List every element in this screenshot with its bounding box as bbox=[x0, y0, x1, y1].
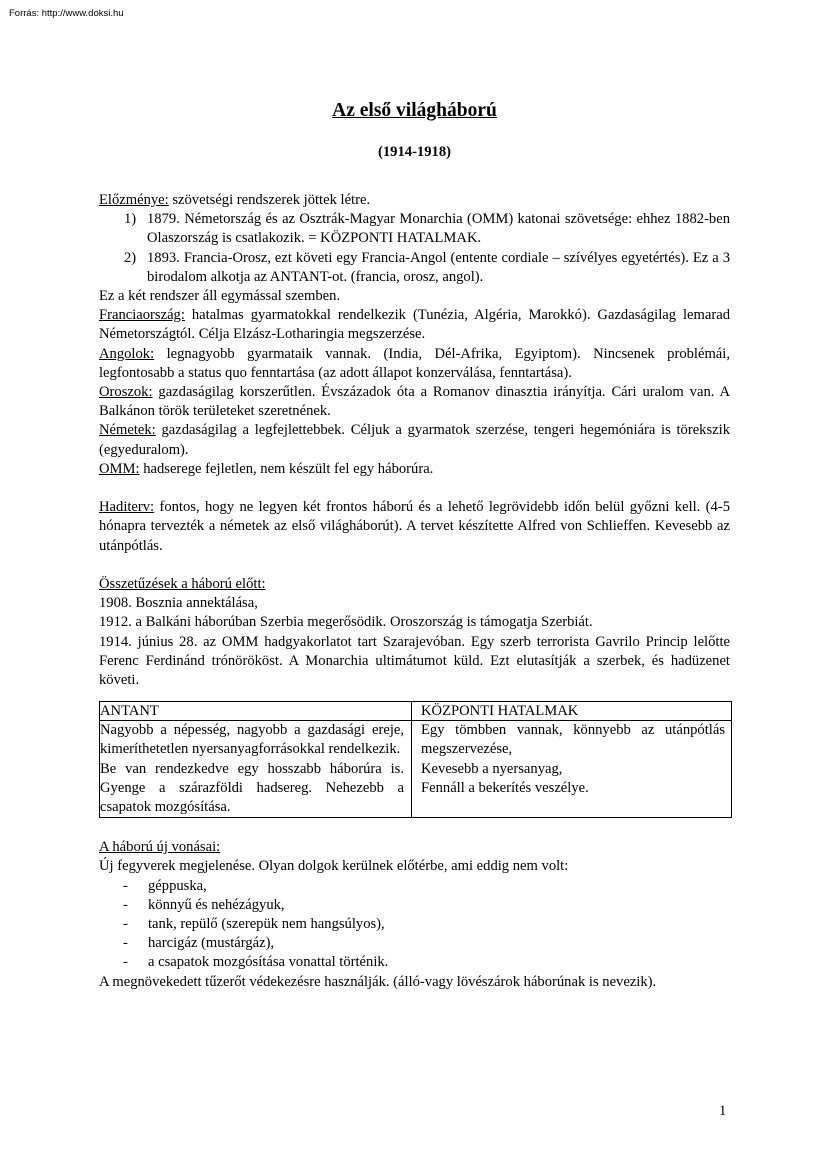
list-number: 1) bbox=[124, 211, 137, 228]
haditerv-label: Haditerv: bbox=[99, 499, 155, 516]
event-line: 1914. június 28. az OMM hadgyakorlatot tart Szarajevóban. Egy szerb terrorista Gavrilo Princip lelőtte Ferenc Ferdinánd trónörököst. A Monarchia ultimátumot küld. Ezt elutasítják a szerbek, és hadüzenet követi. bbox=[99, 633, 730, 689]
list-item: - harcigáz (mustárgáz), bbox=[123, 935, 275, 952]
list-item bbox=[99, 210, 730, 248]
list-item: - könnyű és nehézágyuk, bbox=[123, 896, 285, 913]
haditerv-paragraph bbox=[99, 498, 730, 556]
list-item-text: harcigáz (mustárgáz), bbox=[148, 935, 275, 952]
ujvonasai-heading bbox=[99, 838, 730, 857]
osszetuzesek-label: Összetűzések a háború előtt: bbox=[99, 576, 266, 593]
cell-line: Fennáll a bekerítés veszélye. bbox=[421, 779, 589, 796]
country-paragraph-omm bbox=[99, 460, 730, 479]
comparison-table bbox=[99, 701, 732, 818]
elozmenye-label: Előzménye: bbox=[99, 192, 169, 208]
elozmenye-text: szövetségi rendszerek jöttek létre. bbox=[168, 192, 371, 208]
osszetuzesek-heading bbox=[99, 575, 730, 594]
elozmenye-paragraph bbox=[99, 191, 730, 210]
country-label: Oroszok: bbox=[99, 384, 153, 401]
event-line: 1908. Bosznia annektálása, bbox=[99, 595, 258, 612]
country-label: Németek: bbox=[99, 422, 156, 439]
document-page bbox=[99, 98, 730, 992]
ujvonasai-closing: A megnövekedett tűzerőt védekezésre használják. (álló-vagy lövészárok háborúnak is nevezik). bbox=[99, 973, 657, 990]
country-text: gazdaságilag a legfejlettebbek. Céljuk a gyarmatok szerzése, tengeri hegemóniára is törekszik (egyeduralom). bbox=[99, 422, 730, 458]
cell-line: Be van rendezkedve egy hosszabb háborúra is. Gyenge a szárazföldi hadsereg. Nehezebb a csapatok mozgósítása. bbox=[100, 760, 404, 816]
list-number: 2) bbox=[124, 249, 137, 266]
country-text: gazdaságilag korszerűtlen. Évszázadok óta a Romanov dinasztia irányítja. Cári uralom van. A Balkánon török területeket szeretnének. bbox=[99, 384, 730, 420]
alliance-list bbox=[99, 210, 730, 287]
event-line: 1912. a Balkáni háborúban Szerbia megerősödik. Oroszország is támogatja Szerbiát. bbox=[99, 614, 593, 631]
page-subtitle: (1914-1918) bbox=[378, 144, 451, 160]
ujvonasai-intro: Új fegyverek megjelenése. Olyan dolgok kerülnek előtérbe, ami eddig nem volt: bbox=[99, 858, 569, 875]
list-item-text: tank, repülő (szerepük nem hangsúlyos), bbox=[148, 916, 385, 933]
list-item: - tank, repülő (szerepük nem hangsúlyos), bbox=[123, 916, 385, 933]
country-text: hatalmas gyarmatokkal rendelkezik (Tunézia, Algéria, Marokkó). Gazdaságilag lemarad Németországtól. Célja Elzász-Lotharingia megszerzése. bbox=[99, 307, 730, 343]
elozmenye-closing: Ez a két rendszer áll egymással szemben. bbox=[99, 288, 341, 305]
page-title: Az első világháború bbox=[332, 100, 497, 121]
country-label: Angolok: bbox=[99, 345, 155, 362]
table-row bbox=[100, 721, 732, 818]
list-item: - a csapatok mozgósítása vonattal történik. bbox=[123, 954, 389, 971]
list-item: - géppuska, bbox=[123, 877, 207, 894]
country-text: hadserege fejletlen, nem készült fel egy háborúra. bbox=[139, 460, 434, 477]
list-item-text: könnyű és nehézágyuk, bbox=[148, 896, 285, 913]
ujvonasai-label: A háború új vonásai: bbox=[99, 839, 221, 856]
haditerv-text: fontos, hogy ne legyen két frontos háború és a lehető legrövidebb időn belül győzni kell. (4-5 hónapra tervezték a németek az első világháborút). A tervet készítette Alfred von Schlieffen. Kevesebb az utánpótlás. bbox=[99, 499, 730, 554]
country-paragraph-oroszok bbox=[99, 383, 730, 421]
country-label: Franciaország: bbox=[99, 307, 185, 324]
country-text: legnagyobb gyarmataik vannak. (India, Dél-Afrika, Egyiptom). Nincsenek problémái, legfontosabb a status quo fenntartása (az adott állapot konzerválása, fenntartása). bbox=[99, 345, 730, 381]
country-label: OMM: bbox=[99, 460, 140, 477]
table-header bbox=[412, 702, 732, 721]
table-header-row bbox=[100, 702, 732, 721]
list-item-text: 1893. Francia-Orosz, ezt követi egy Francia-Angol (entente cordiale – szívélyes egyetértés). Ez a 3 birodalom alkotja az ANTANT-ot. (francia, orosz, angol). bbox=[147, 249, 730, 285]
cell-line: Egy tömbben vannak, könnyebb az utánpótlás megszervezése, bbox=[421, 722, 725, 758]
country-paragraph-angolok bbox=[99, 345, 730, 383]
country-paragraph-franciaorszag bbox=[99, 306, 730, 344]
list-item-text: a csapatok mozgósítása vonattal történik. bbox=[148, 954, 389, 971]
page-number: 1 bbox=[719, 1103, 727, 1119]
list-item-text: 1879. Németország és az Osztrák-Magyar Monarchia (OMM) katonai szövetsége: ehhez 1882-ben Olaszország is csatlakozik. = KÖZPONTI HATALMAK. bbox=[147, 211, 730, 247]
source-note: Forrás: http://www.doksi.hu bbox=[9, 8, 124, 19]
table-header bbox=[100, 702, 412, 721]
header-kozponti-hatalmak: KÖZPONTI HATALMAK bbox=[421, 703, 579, 720]
cell-line: Kevesebb a nyersanyag, bbox=[421, 760, 563, 777]
cell-line: Nagyobb a népesség, nagyobb a gazdasági ereje, kimeríthetetlen nyersanyagforrásokkal rendelkezik. bbox=[100, 722, 404, 758]
table-cell-kozponti bbox=[412, 721, 732, 818]
list-item bbox=[99, 249, 730, 287]
list-item-text: géppuska, bbox=[148, 877, 207, 894]
country-paragraph-nemetek bbox=[99, 421, 730, 459]
weapons-list bbox=[99, 877, 730, 973]
header-antant: ANTANT bbox=[100, 703, 159, 720]
table-cell-antant bbox=[100, 721, 412, 818]
